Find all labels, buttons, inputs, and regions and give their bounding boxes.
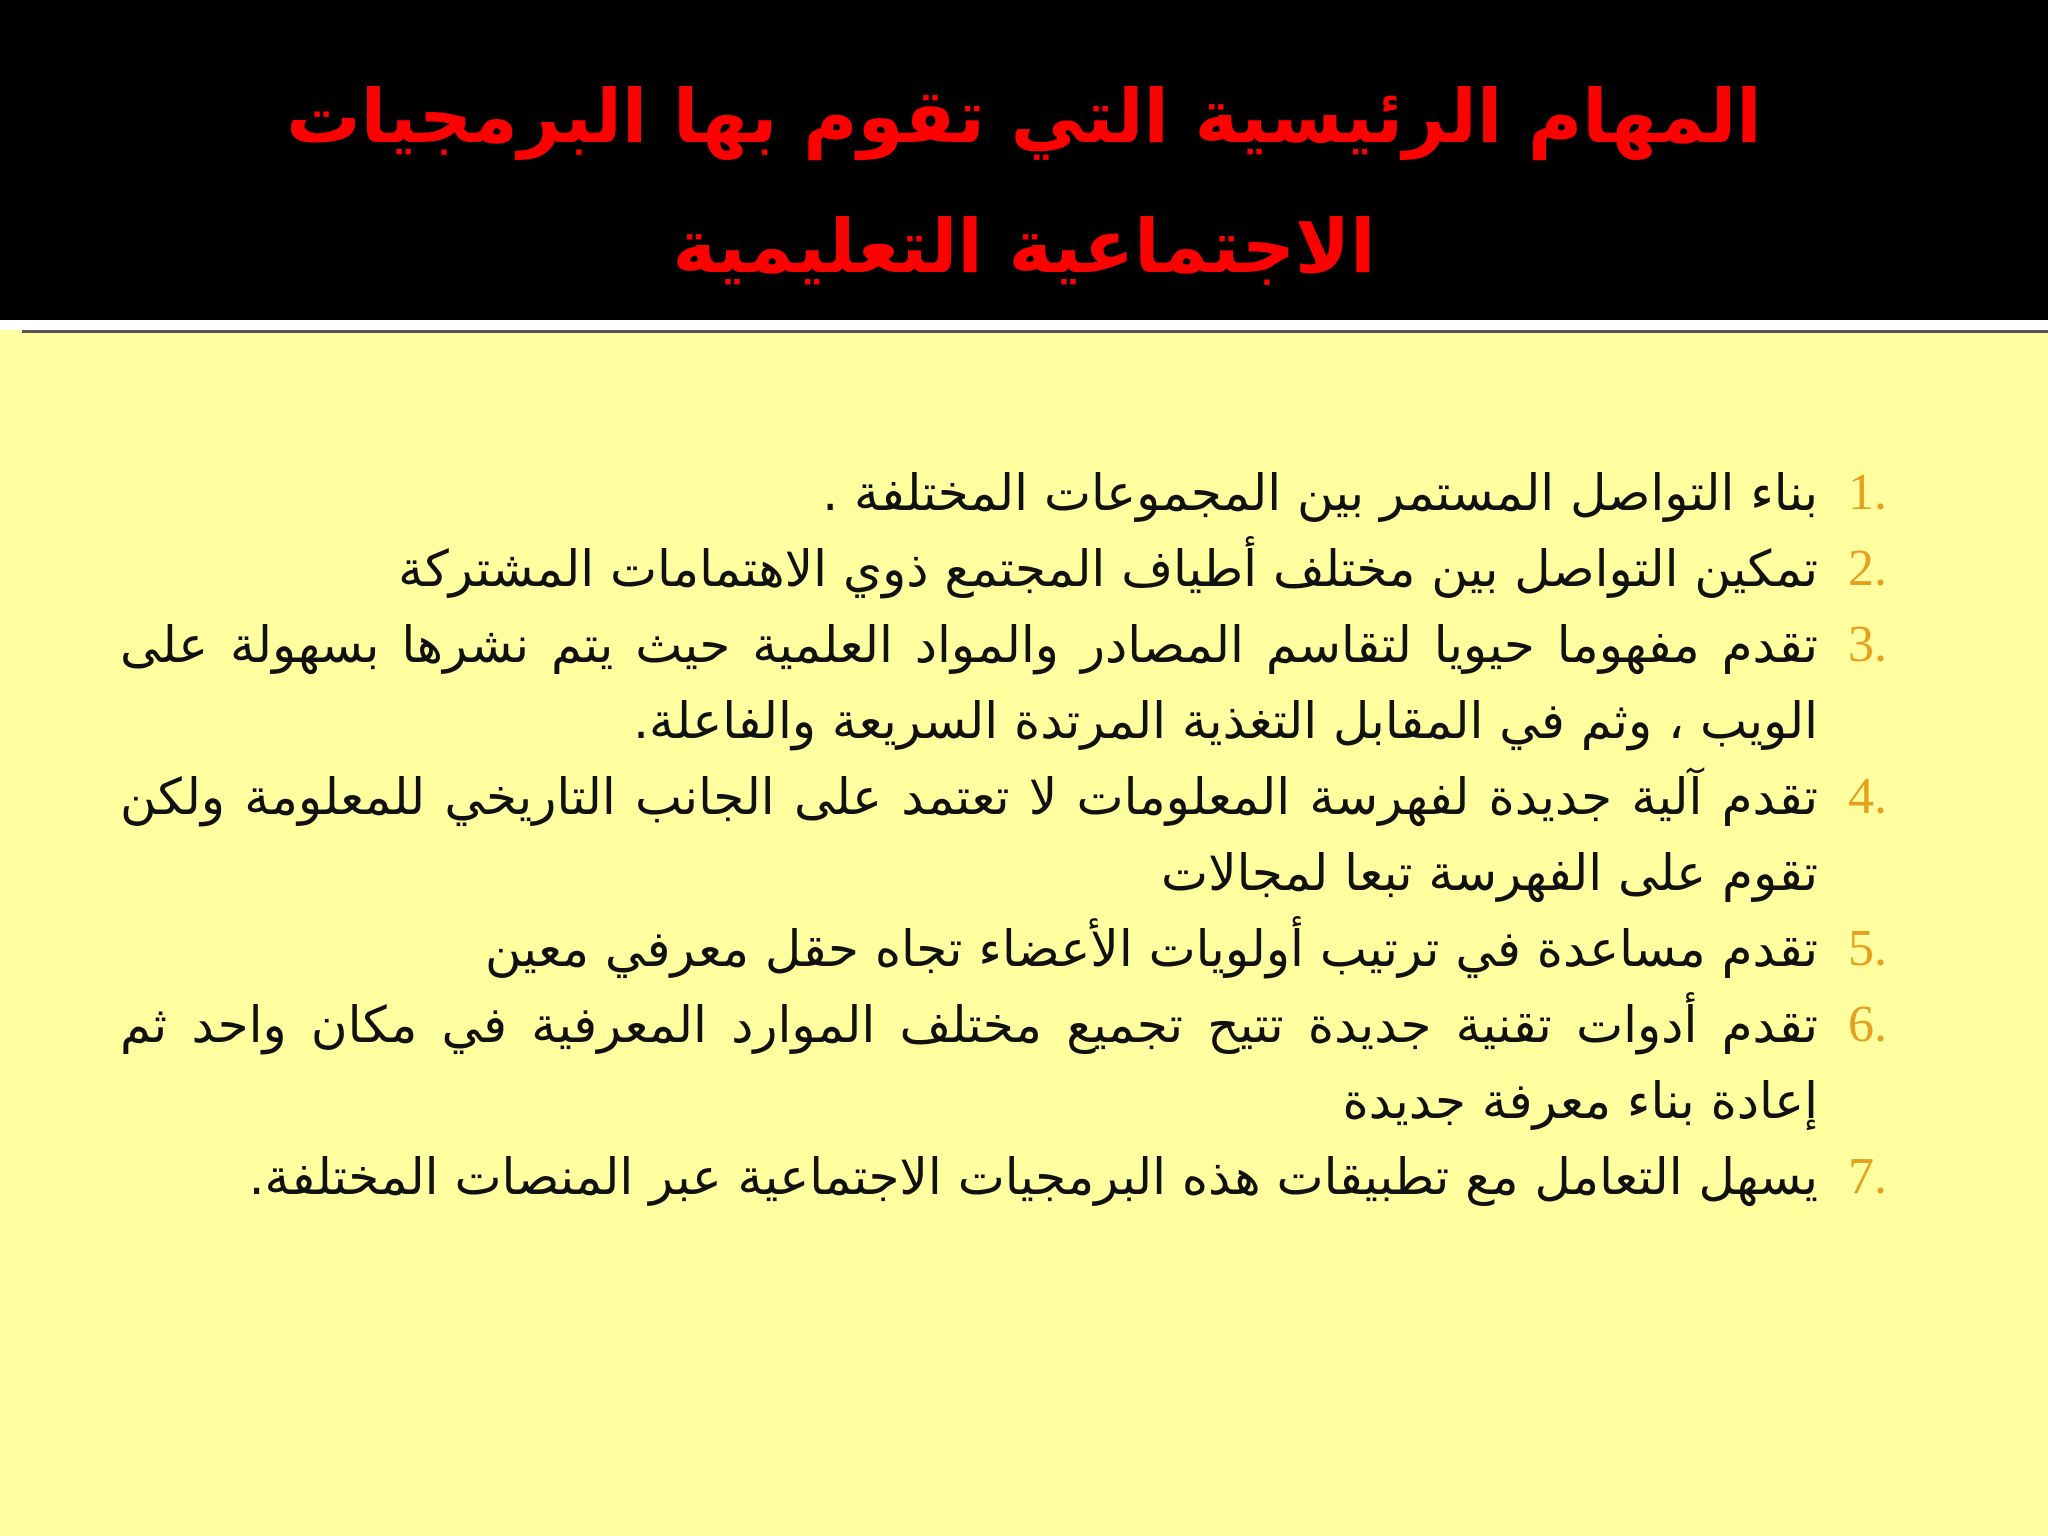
item-text: يسهل التعامل مع تطبيقات هذه البرمجيات الاجتماعية عبر المنصات المختلفة. [248,1148,1818,1206]
item-number: 3. [1848,616,1887,673]
divider-white [0,320,2048,330]
title-bar [0,0,2048,320]
item-text: تقدم مفهوما حيويا لتقاسم المصادر والمواد العلمية حيث يتم نشرها بسهولة على الويب ، وثم في المقابل التغذية المرتدة السريعة والفاعلة. [120,616,1818,750]
divider-line [22,330,2048,333]
item-number: 6. [1848,996,1887,1053]
list-item [120,531,1928,607]
item-text: بناء التواصل المستمر بين المجموعات المختلفة . [822,464,1818,522]
bullet-list [120,455,1928,1215]
list-item [120,607,1928,759]
list-item [120,1139,1928,1215]
list-item [120,911,1928,987]
item-text: تقدم أدوات تقنية جديدة تتيح تجميع مختلف الموارد المعرفية في مكان واحد ثم إعادة بناء معرفة جديدة [120,996,1818,1130]
item-text: تقدم مساعدة في ترتيب أولويات الأعضاء تجاه حقل معرفي معين [484,920,1818,978]
item-number: 4. [1848,768,1887,825]
list-item [120,987,1928,1139]
item-text: تمكين التواصل بين مختلف أطياف المجتمع ذوي الاهتمامات المشتركة [398,540,1818,598]
item-number: 5. [1848,920,1887,977]
item-text: تقدم آلية جديدة لفهرسة المعلومات لا تعتمد على الجانب التاريخي للمعلومة ولكن تقوم على الفهرسة تبعا لمجالات [120,768,1818,902]
item-number: 1. [1848,464,1887,521]
item-number: 7. [1848,1148,1887,1205]
list-item [120,455,1928,531]
slide-title: المهام الرئيسية التي تقوم بها البرمجيات الاجتماعية التعليمية [286,74,1762,290]
list-item [120,759,1928,911]
item-number: 2. [1848,540,1887,597]
